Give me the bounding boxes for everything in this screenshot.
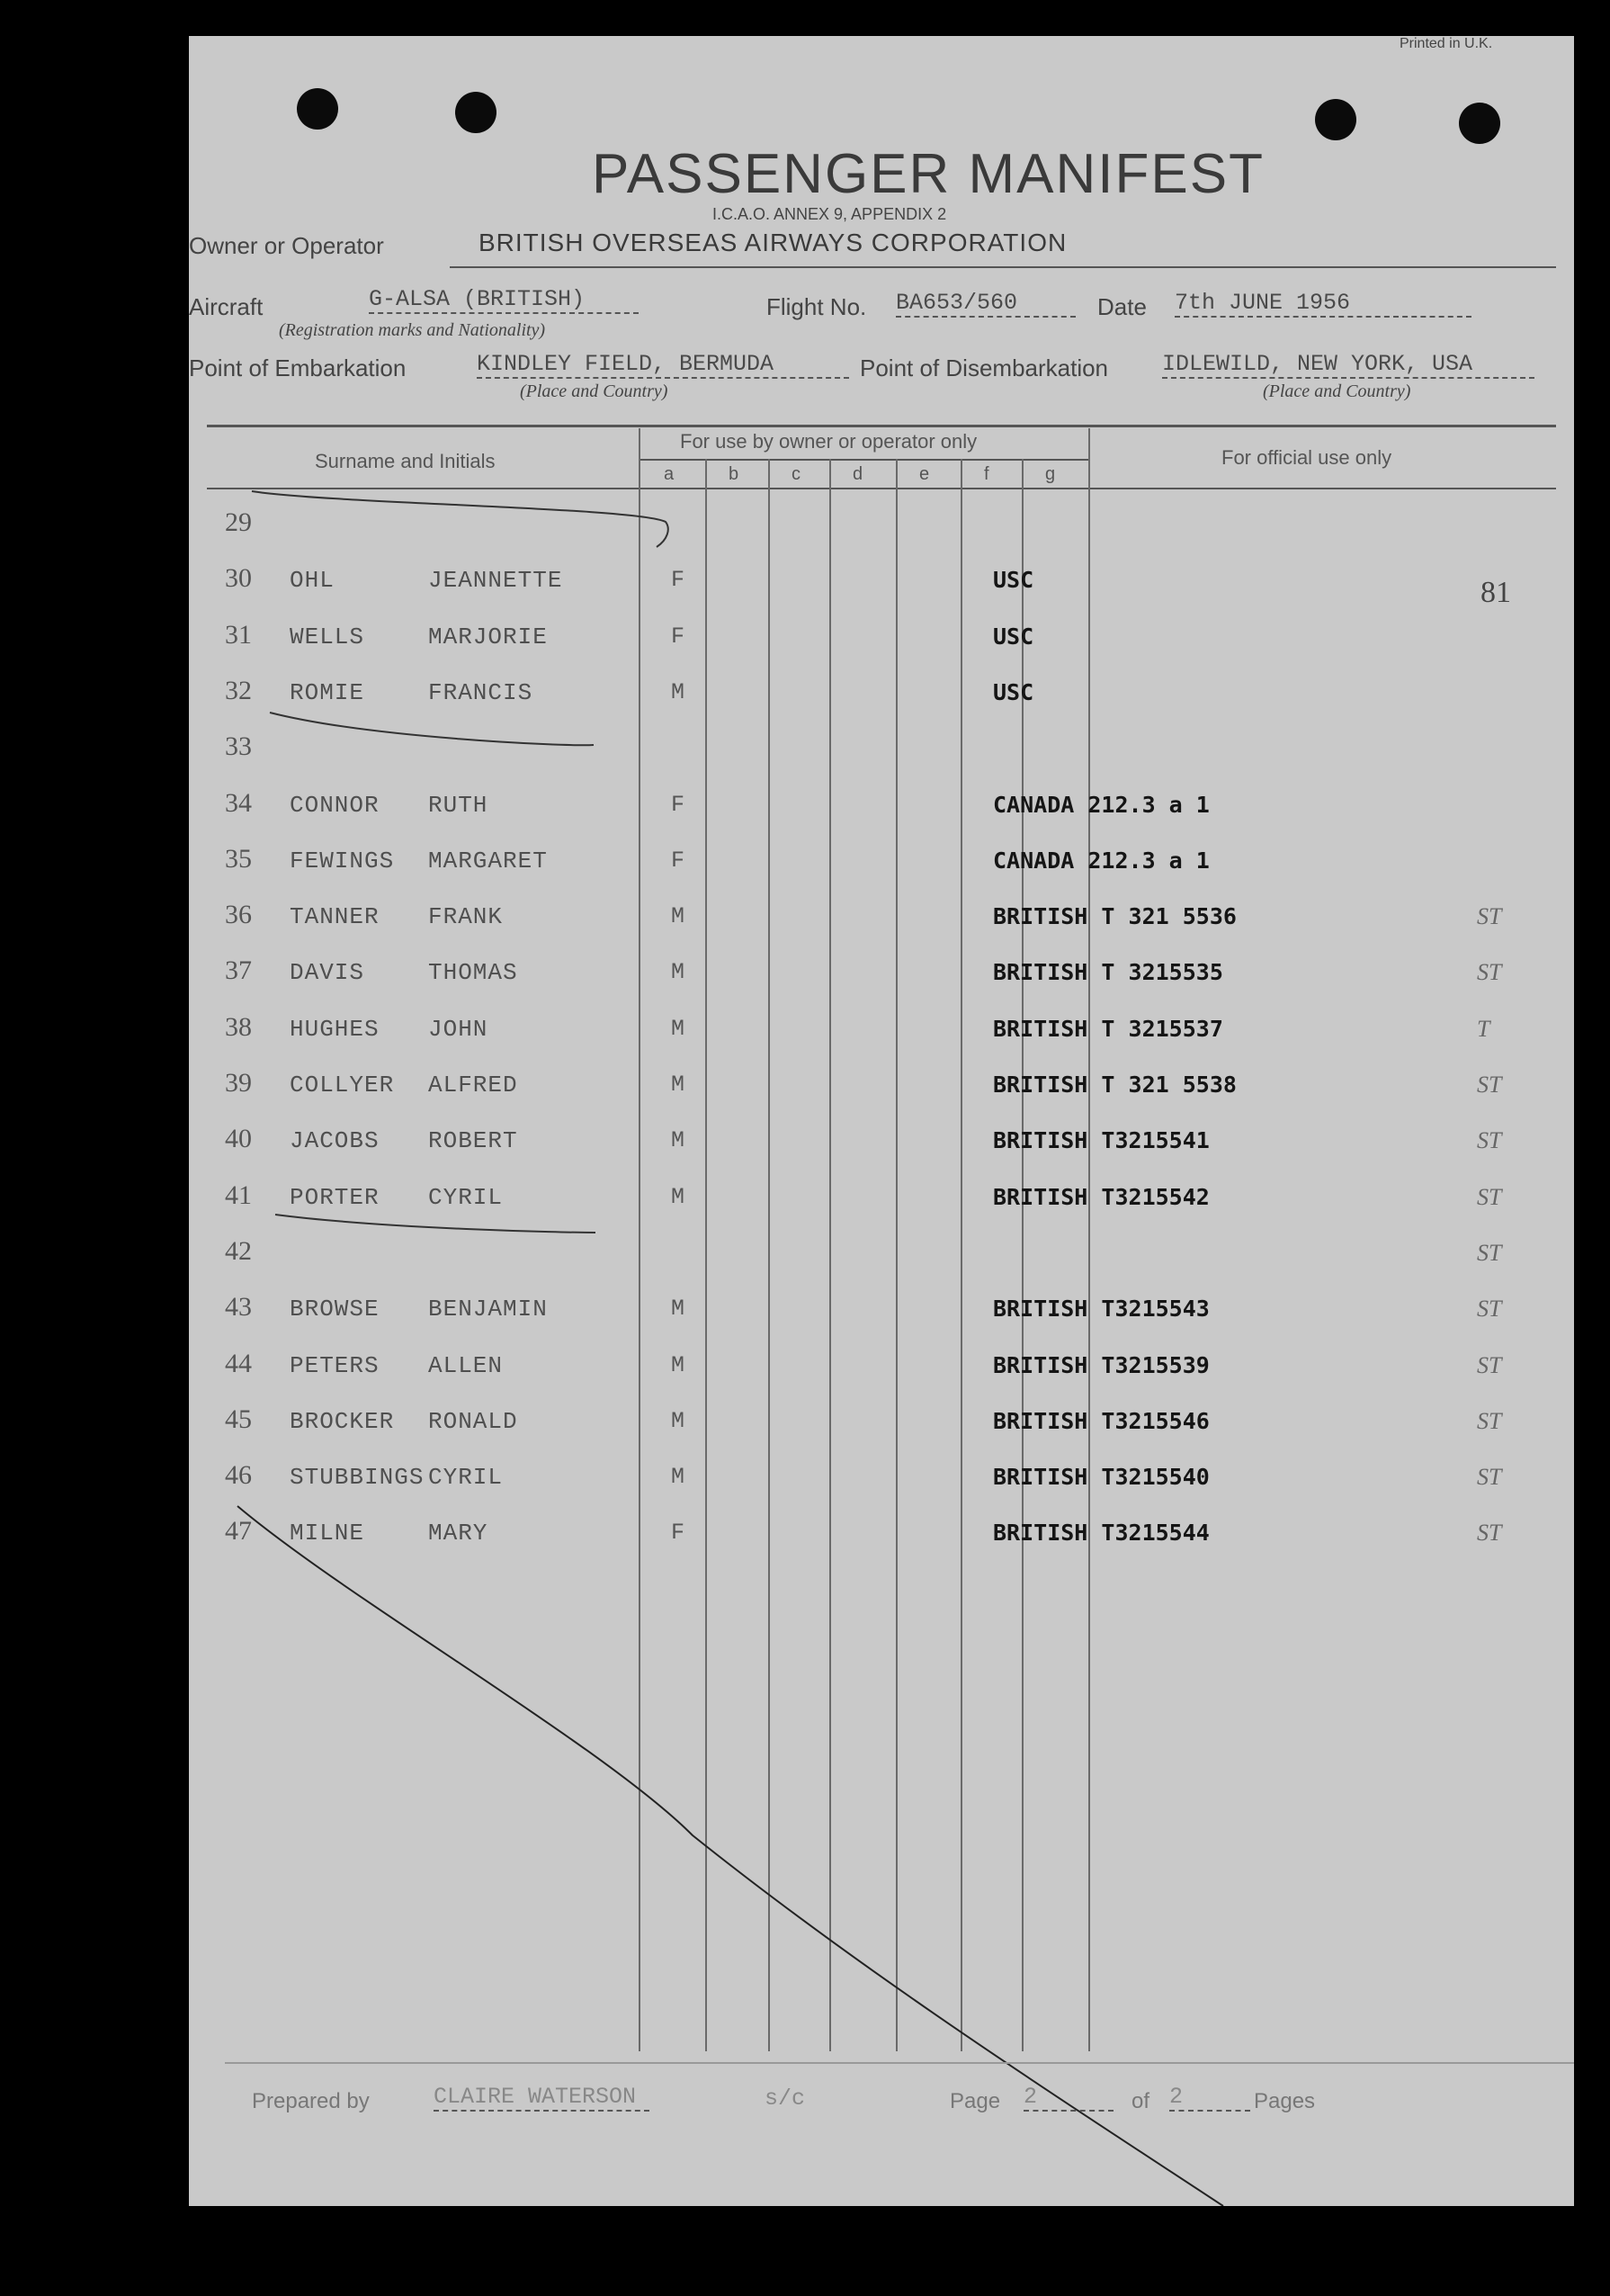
of-value: 2 <box>1169 2084 1250 2112</box>
printed-note: Printed in U.K. <box>1400 36 1493 51</box>
passenger-first-name: RUTH <box>428 792 488 819</box>
passenger-first-name: CYRIL <box>428 1184 504 1211</box>
official-mark: ST <box>1477 1352 1502 1378</box>
passenger-surname: OHL <box>290 567 335 594</box>
prepared-label: Prepared by <box>252 2089 370 2113</box>
passenger-first-name: FRANCIS <box>428 679 533 706</box>
passenger-first-name: MARY <box>428 1520 488 1547</box>
date-value: 7th JUNE 1956 <box>1175 290 1471 318</box>
passenger-first-name: ALFRED <box>428 1072 518 1099</box>
passenger-number: 47 <box>225 1516 252 1546</box>
passenger-surname: HUGHES <box>290 1016 380 1043</box>
date-label: Date <box>1097 293 1147 320</box>
passenger-surname: CONNOR <box>290 792 380 819</box>
passenger-number: 37 <box>225 955 252 985</box>
passenger-number: 33 <box>225 731 252 761</box>
passenger-nationality: BRITISH T3215540 <box>993 1464 1210 1490</box>
embark-value: KINDLEY FIELD, BERMUDA <box>477 351 849 379</box>
passenger-sex: F <box>671 848 685 874</box>
passenger-sex: M <box>671 1184 685 1210</box>
passenger-nationality: BRITISH T3215542 <box>993 1184 1210 1210</box>
flight-value: BA653/560 <box>896 290 1076 318</box>
passenger-surname: BROWSE <box>290 1296 380 1323</box>
passenger-surname: PETERS <box>290 1352 380 1379</box>
passenger-sex: M <box>671 959 685 985</box>
passenger-nationality: BRITISH T 321 5536 <box>993 903 1237 929</box>
passenger-number: 42 <box>225 1236 252 1266</box>
passenger-surname: BROCKER <box>290 1408 395 1435</box>
passenger-nationality: USC <box>993 567 1034 593</box>
embark-note: (Place and Country) <box>520 381 668 401</box>
aircraft-label: Aircraft <box>189 293 264 320</box>
passenger-sex: M <box>671 1016 685 1042</box>
passenger-number: 40 <box>225 1124 252 1153</box>
passenger-number: 41 <box>225 1180 252 1210</box>
passenger-number: 31 <box>225 620 252 650</box>
aircraft-value: G-ALSA (BRITISH) <box>369 286 639 314</box>
passenger-nationality: BRITISH T3215546 <box>993 1408 1210 1434</box>
passenger-first-name: MARJORIE <box>428 623 548 650</box>
passenger-sex: M <box>671 903 685 929</box>
owner-use-header: For use by owner or operator only <box>680 430 978 453</box>
passenger-nationality: BRITISH T 3215535 <box>993 959 1223 985</box>
sub-column-c: c <box>792 464 801 484</box>
sub-column-b: b <box>729 464 739 484</box>
disembark-value: IDLEWILD, NEW YORK, USA <box>1162 351 1534 379</box>
passenger-first-name: FRANK <box>428 903 504 930</box>
passenger-surname: STUBBINGS <box>290 1464 425 1491</box>
passenger-first-name: ROBERT <box>428 1127 518 1154</box>
manifest-sheet <box>189 36 1574 2206</box>
passenger-nationality: CANADA 212.3 a 1 <box>993 848 1210 874</box>
passenger-sex: M <box>671 1127 685 1153</box>
surname-header: Surname and Initials <box>315 450 496 472</box>
official-mark: T <box>1477 1016 1490 1042</box>
sub-column-d: d <box>853 464 863 484</box>
official-mark: ST <box>1477 959 1502 985</box>
flight-label: Flight No. <box>766 293 867 320</box>
page-subtitle: I.C.A.O. ANNEX 9, APPENDIX 2 <box>712 205 947 223</box>
official-mark: ST <box>1477 1240 1502 1266</box>
passenger-surname: ROMIE <box>290 679 365 706</box>
passenger-first-name: BENJAMIN <box>428 1296 548 1323</box>
passenger-number: 43 <box>225 1292 252 1322</box>
passenger-sex: F <box>671 567 685 593</box>
official-mark: ST <box>1477 1296 1502 1322</box>
passenger-nationality: BRITISH T3215541 <box>993 1127 1210 1153</box>
page-label: Page <box>950 2089 1001 2113</box>
passenger-surname: FEWINGS <box>290 848 395 874</box>
owner-value: BRITISH OVERSEAS AIRWAYS CORPORATION <box>479 229 1068 256</box>
passenger-nationality: BRITISH T 3215537 <box>993 1016 1223 1042</box>
disembark-label: Point of Disembarkation <box>860 354 1109 381</box>
passenger-surname: PORTER <box>290 1184 380 1211</box>
passenger-sex: M <box>671 1464 685 1490</box>
official-mark: ST <box>1477 1520 1502 1546</box>
passenger-number: 45 <box>225 1404 252 1434</box>
footer-top-rule <box>225 2062 1574 2064</box>
page-title: PASSENGER MANIFEST <box>592 143 1265 205</box>
passenger-sex: M <box>671 1408 685 1434</box>
passenger-number: 39 <box>225 1068 252 1098</box>
passenger-number: 46 <box>225 1460 252 1490</box>
passenger-surname: COLLYER <box>290 1072 395 1099</box>
passenger-sex: F <box>671 1520 685 1546</box>
passenger-number: 32 <box>225 676 252 705</box>
page-value: 2 <box>1024 2084 1114 2112</box>
passenger-number: 44 <box>225 1349 252 1378</box>
sub-column-g: g <box>1045 464 1056 484</box>
of-label: of <box>1131 2089 1150 2113</box>
passenger-sex: M <box>671 679 685 705</box>
passenger-sex: F <box>671 623 685 650</box>
passenger-sex: M <box>671 1352 685 1378</box>
passenger-first-name: RONALD <box>428 1408 518 1435</box>
official-mark: ST <box>1477 903 1502 929</box>
passenger-number: 34 <box>225 788 252 818</box>
passenger-first-name: MARGARET <box>428 848 548 874</box>
passenger-surname: DAVIS <box>290 959 365 986</box>
passenger-nationality: USC <box>993 623 1034 650</box>
passenger-nationality: BRITISH T 321 5538 <box>993 1072 1237 1098</box>
pages-label: Pages <box>1254 2089 1316 2113</box>
passenger-nationality: USC <box>993 679 1034 705</box>
passenger-first-name: JEANNETTE <box>428 567 563 594</box>
sub-column-f: f <box>984 464 989 484</box>
passenger-surname: JACOBS <box>290 1127 380 1154</box>
passenger-first-name: THOMAS <box>428 959 518 986</box>
disembark-note: (Place and Country) <box>1263 381 1411 401</box>
passenger-nationality: BRITISH T3215539 <box>993 1352 1210 1378</box>
passenger-surname: MILNE <box>290 1520 365 1547</box>
passenger-surname: WELLS <box>290 623 365 650</box>
passenger-sex: M <box>671 1072 685 1098</box>
passenger-surname: TANNER <box>290 903 380 930</box>
official-number: 81 <box>1480 576 1511 609</box>
official-mark: ST <box>1477 1127 1502 1153</box>
prepared-suffix: s/c <box>765 2085 806 2112</box>
passenger-number: 38 <box>225 1012 252 1042</box>
passenger-first-name: JOHN <box>428 1016 488 1043</box>
sub-column-e: e <box>919 464 930 484</box>
prepared-value: CLAIRE WATERSON <box>434 2084 649 2112</box>
passenger-first-name: CYRIL <box>428 1464 504 1491</box>
owner-label: Owner or Operator <box>189 232 384 259</box>
passenger-nationality: BRITISH T3215543 <box>993 1296 1210 1322</box>
embark-label: Point of Embarkation <box>189 354 407 381</box>
official-use-header: For official use only <box>1221 446 1392 469</box>
passenger-number: 35 <box>225 844 252 874</box>
passenger-nationality: BRITISH T3215544 <box>993 1520 1210 1546</box>
passenger-number: 36 <box>225 900 252 929</box>
sub-column-a: a <box>664 464 675 484</box>
passenger-nationality: CANADA 212.3 a 1 <box>993 792 1210 818</box>
passenger-number: 30 <box>225 563 252 593</box>
passenger-sex: F <box>671 792 685 818</box>
passenger-number: 29 <box>225 507 252 537</box>
official-mark: ST <box>1477 1464 1502 1490</box>
cancel-stroke-diagonal <box>189 36 1574 2206</box>
official-mark: ST <box>1477 1072 1502 1098</box>
official-mark: ST <box>1477 1408 1502 1434</box>
official-mark: ST <box>1477 1184 1502 1210</box>
passenger-first-name: ALLEN <box>428 1352 504 1379</box>
passenger-sex: M <box>671 1296 685 1322</box>
aircraft-note: (Registration marks and Nationality) <box>279 320 546 340</box>
